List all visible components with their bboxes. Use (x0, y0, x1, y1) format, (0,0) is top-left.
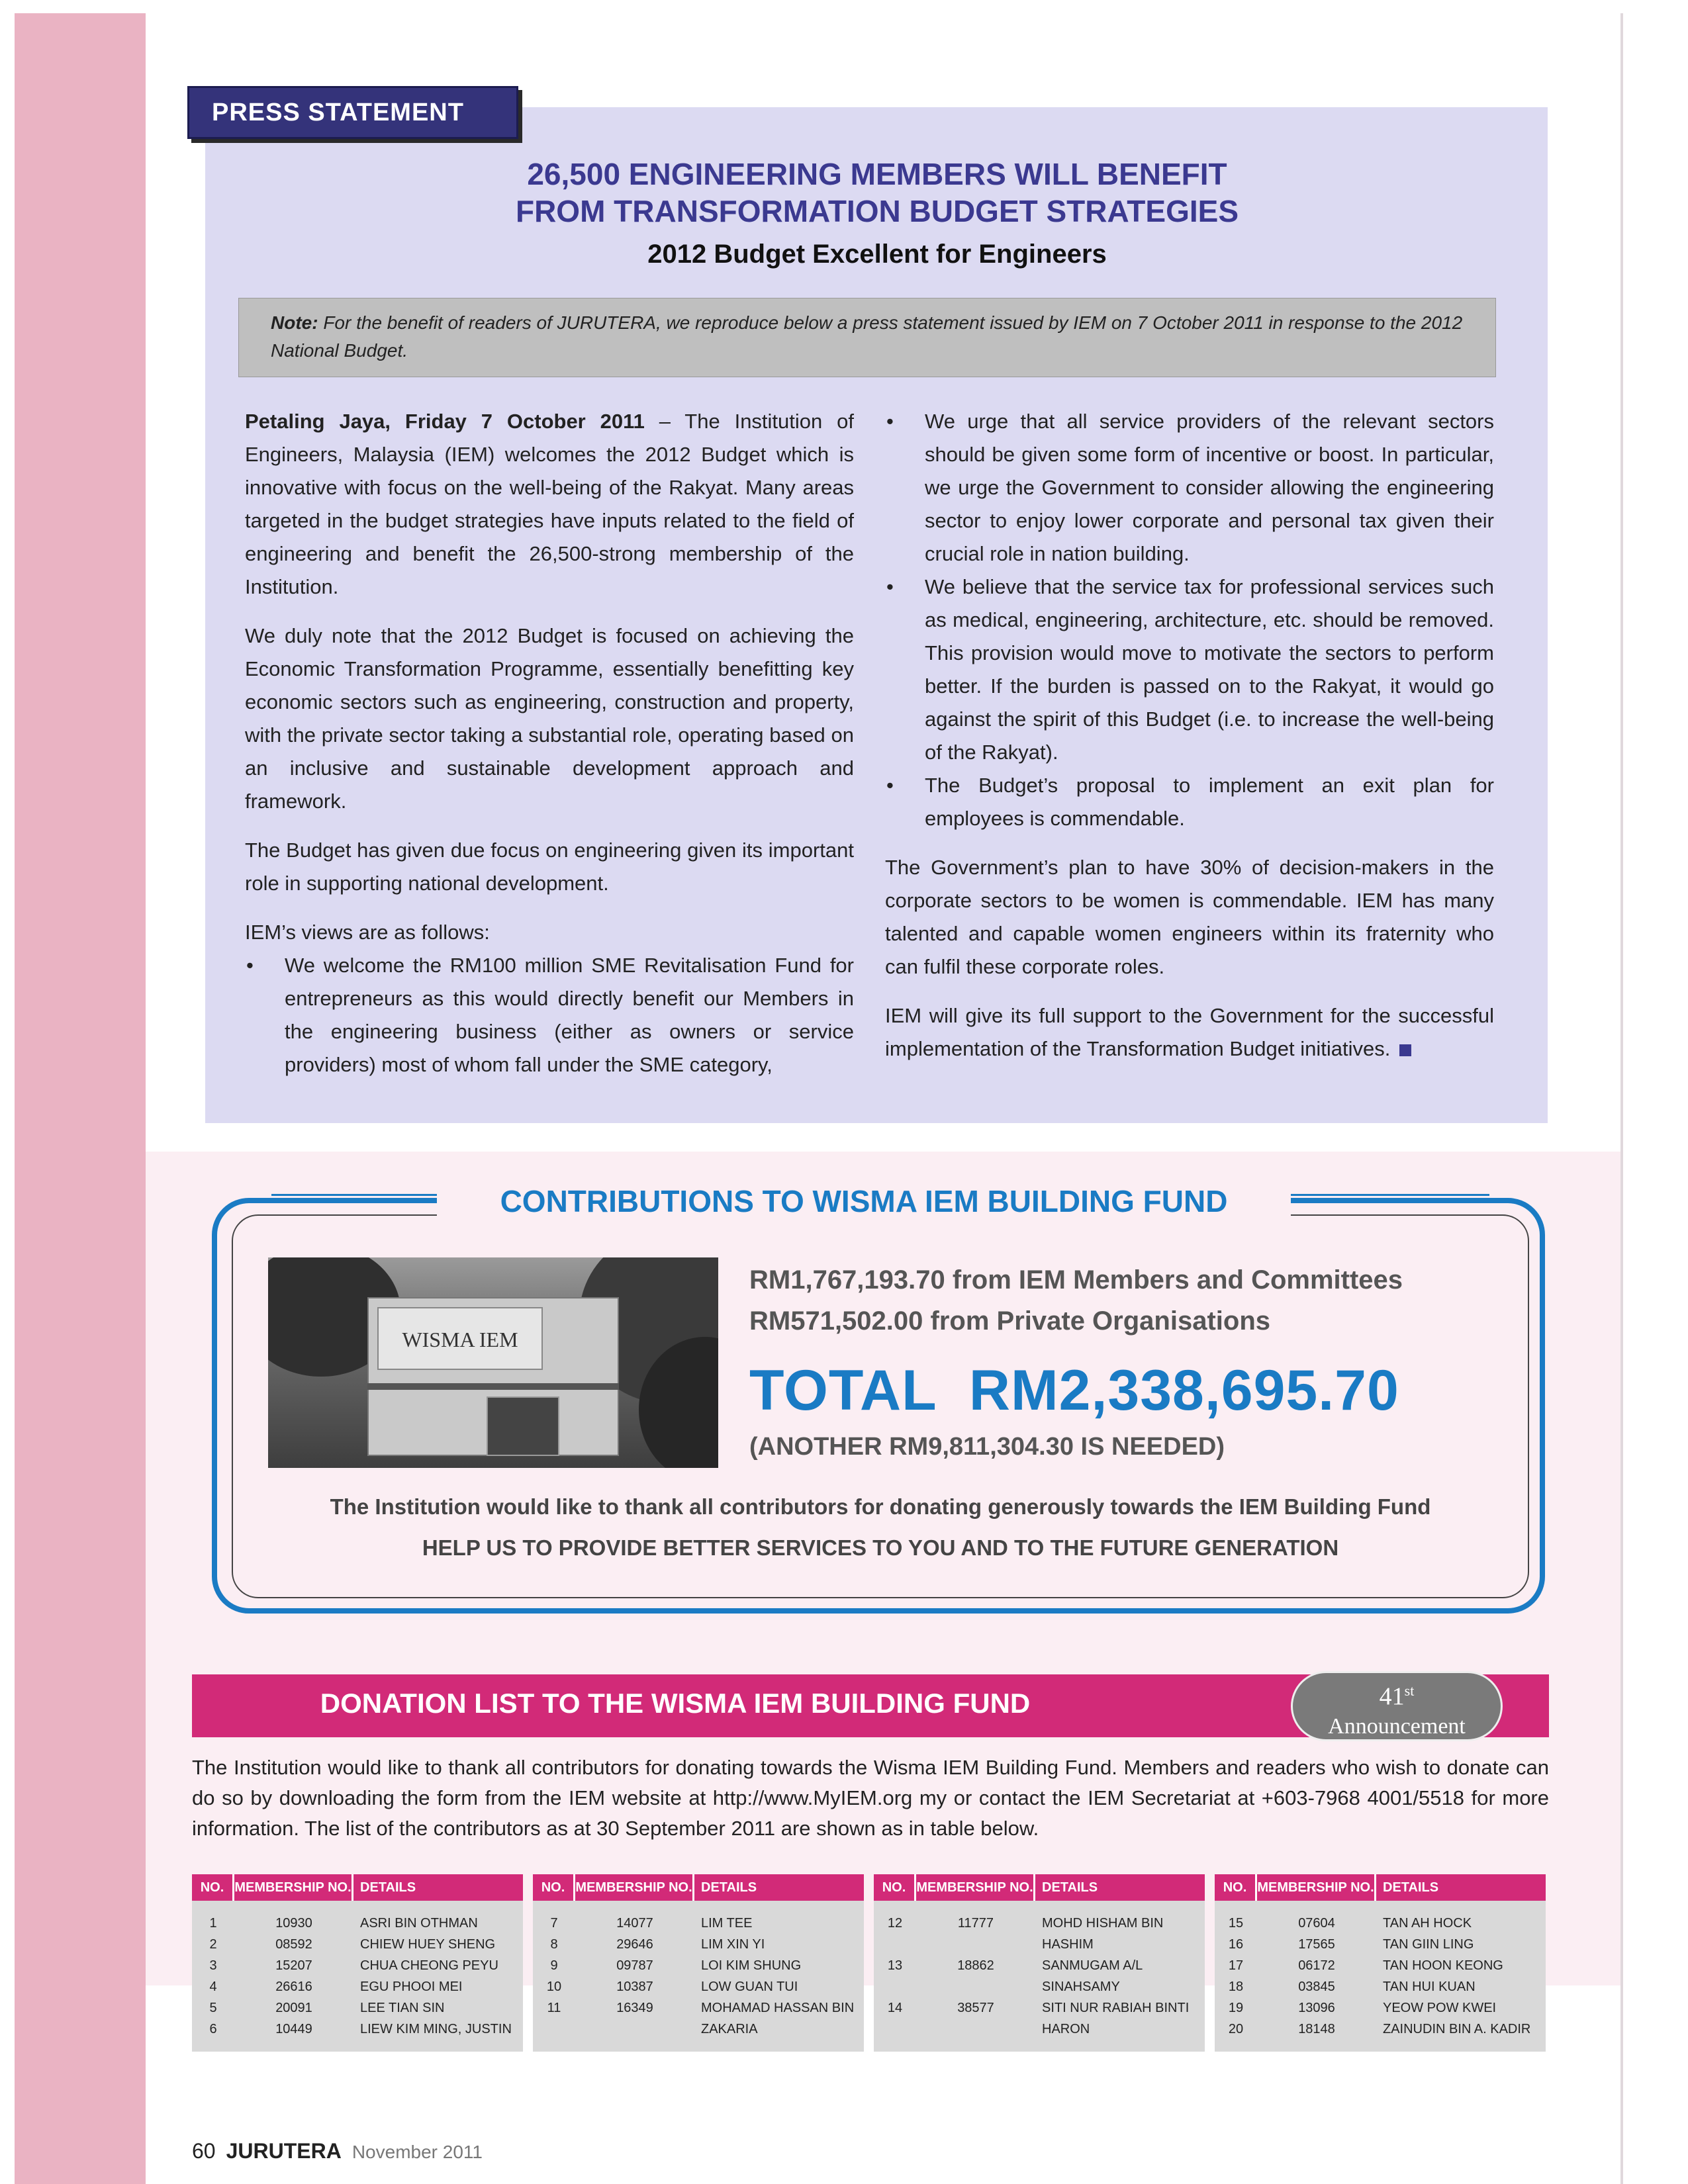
cell-mem: 16349 (616, 2001, 653, 2015)
cell-det: LEE TIAN SIN (360, 2001, 445, 2015)
subheadline: 2012 Budget Excellent for Engineers (647, 240, 1107, 269)
header-det: DETAILS (360, 1880, 416, 1895)
headline-line-1: 26,500 ENGINEERING MEMBERS WILL BENEFIT (527, 157, 1227, 191)
table-row (1215, 1976, 1546, 1997)
cell-no: 13 (887, 1958, 903, 1973)
cell-no: 12 (887, 1916, 903, 1931)
header-no: NO. (874, 1874, 916, 1901)
cell-det: TAN HUI KUAN (1383, 1979, 1476, 1994)
note-label: Note: (271, 312, 318, 333)
cell-no: 11 (547, 2001, 561, 2015)
table-row (533, 1913, 864, 1934)
end-mark-icon (1399, 1044, 1411, 1056)
donation-table-4 (1215, 1874, 1546, 2054)
magazine-name: JURUTERA (226, 2139, 342, 2163)
contributions-title: CONTRIBUTIONS TO WISMA IEM BUILDING FUND (437, 1181, 1291, 1221)
paragraph-1-text: – The Institution of Engineers, Malaysia (IEM) welcomes the 2012 Budget which is innovative with focus on the well-being of the Rakyat. Many areas targeted in the budget strategies have inputs related to the field of engineering and benefit the 26,500-strong membership of the Institution. (245, 410, 854, 598)
note-text: For the benefit of readers of JURUTERA, we reproduce below a press statement issued by IEM on 7 October 2011 in response to the 2012 National Budget. (271, 312, 1463, 361)
bullet-marker: • (886, 410, 894, 433)
contributions-thanks: The Institution would like to thank all contributors for donating generously towards the IEM Building Fund (330, 1494, 1431, 1519)
cell-mem: 06172 (1298, 1958, 1335, 1973)
cell-mem: 07604 (1298, 1916, 1335, 1931)
organisations-contribution: RM571,502.00 from Private Organisations (749, 1306, 1270, 1336)
dateline: Petaling Jaya, Friday 7 October 2011 (245, 410, 645, 433)
page-edge (1620, 13, 1623, 2184)
donation-table-1 (192, 1874, 523, 2054)
cell-mem: 10930 (275, 1916, 312, 1931)
cell-mem: 26616 (275, 1979, 312, 1994)
cell-mem (916, 2019, 1035, 2040)
donation-table-3 (874, 1874, 1205, 2054)
donation-title: DONATION LIST TO THE WISMA IEM BUILDING FUND (320, 1688, 1031, 1719)
cell-det: YEOW POW KWEI (1383, 2001, 1497, 2015)
bullet-1-text: We welcome the RM100 million SME Revitalisation Fund for entrepreneurs as this would directly benefit our Members in the engineering business (either as owners or service providers) most of whom fall under the SME category, (285, 954, 854, 1076)
members-contribution: RM1,767,193.70 from IEM Members and Committees (749, 1265, 1403, 1295)
table-row (1215, 1913, 1546, 1934)
cell-mem: 11777 (957, 1916, 994, 1931)
headline (218, 156, 1536, 230)
cell-det: LIM XIN YI (701, 1937, 765, 1952)
title-rule-left (271, 1194, 437, 1196)
announcement-badge (1291, 1671, 1503, 1741)
table-row (533, 2019, 864, 2040)
cell-no (874, 1934, 916, 1955)
cell-mem: 10449 (275, 2022, 312, 2036)
headline-line-2: FROM TRANSFORMATION BUDGET STRATEGIES (515, 194, 1239, 228)
cell-det: MOHD HISHAM BIN (1042, 1916, 1164, 1931)
bullet-4-text: The Budget’s proposal to implement an exit plan for employees is commendable. (925, 774, 1494, 830)
cell-no: 15 (1228, 1916, 1244, 1931)
cell-mem: 18148 (1298, 2022, 1335, 2036)
cell-det: TAN AH HOCK (1383, 1916, 1472, 1931)
paragraph-6 (885, 999, 1494, 1066)
table-row (874, 2019, 1205, 2040)
contributions-appeal: HELP US TO PROVIDE BETTER SERVICES TO YOU AND TO THE FUTURE GENERATION (422, 1535, 1339, 1560)
title-rule-left-2 (271, 1201, 437, 1203)
header-det: DETAILS (1383, 1880, 1439, 1895)
cell-no: 18 (1228, 1979, 1244, 1994)
table-header (1215, 1874, 1546, 1901)
cell-det: CHIEW HUEY SHENG (360, 1937, 496, 1952)
header-det: DETAILS (1042, 1880, 1098, 1895)
table-header (874, 1874, 1205, 1901)
cell-det: HARON (1042, 2022, 1090, 2036)
article-column-left (245, 405, 854, 1081)
cell-no: 7 (550, 1916, 558, 1931)
paragraph-5: The Government’s plan to have 30% of decision-makers in the corporate sectors to be women is commendable. IEM has many talented and capable women engineers within its fraternity who can fulfil these corporate roles. (885, 856, 1494, 978)
table-row (874, 1913, 1205, 1934)
wisma-iem-building-photo (268, 1257, 718, 1468)
cell-det: TAN HOON KEONG (1383, 1958, 1503, 1973)
left-margin-strip (15, 13, 146, 2184)
table-row (874, 1976, 1205, 1997)
cell-no (533, 2019, 575, 2040)
cell-det: LIEW KIM MING, JUSTIN (360, 2022, 512, 2036)
cell-mem (916, 1976, 1035, 1997)
donation-intro: The Institution would like to thank all contributors for donating towards the Wisma IEM Building Fund. Members and readers who wish to donate can do so by downloading the form from the IEM website at http://www.MyIEM.org my or contact the IEM Secretariat at +603-7968 4001/5518 for more information. The list of the contributors as at 30 September 2011 are shown as in table below. (192, 1756, 1549, 1840)
contribution-total: TOTAL RM2,338,695.70 (749, 1359, 1399, 1422)
amount-needed: (ANOTHER RM9,811,304.30 IS NEEDED) (749, 1433, 1225, 1461)
cell-det: SINAHSAMY (1042, 1979, 1120, 1994)
article-column-right (885, 405, 1494, 1081)
table-row (1215, 1997, 1546, 2019)
table-row (192, 1955, 523, 1976)
cell-det: LIM TEE (701, 1916, 753, 1931)
table-body (874, 1901, 1205, 2052)
cell-no: 10 (546, 1979, 562, 1994)
paragraph-2: We duly note that the 2012 Budget is focused on achieving the Economic Transformation Programme, essentially benefitting key economic sectors such as engineering, construction and property, with the private sector taking a substantial role, operating based on an inclusive and sustainable development approach and framework. (245, 624, 854, 813)
table-row (533, 1997, 864, 2019)
table-header (192, 1874, 523, 1901)
cell-det: EGU PHOOI MEI (360, 1979, 463, 1994)
cell-mem: 08592 (275, 1937, 312, 1952)
header-no: NO. (533, 1874, 575, 1901)
badge-number (1293, 1673, 1501, 1712)
cell-no: 14 (887, 2001, 903, 2015)
table-row (192, 1997, 523, 2019)
cell-no (874, 1976, 916, 1997)
header-mem: MEMBERSHIP NO. (234, 1874, 353, 1901)
badge-num: 41 (1379, 1682, 1405, 1711)
table-row (192, 1976, 523, 1997)
paragraph-1 (245, 405, 854, 604)
cell-mem (575, 2019, 694, 2040)
cell-det: SITI NUR RABIAH BINTI (1042, 2001, 1190, 2015)
cell-mem: 17565 (1298, 1937, 1335, 1952)
cell-det: SANMUGAM A/L (1042, 1958, 1143, 1973)
paragraph-3: The Budget has given due focus on engineering given its important role in supporting national development. (245, 839, 854, 895)
table-row (533, 1934, 864, 1955)
press-statement-tab (187, 86, 518, 139)
cell-no: 1 (209, 1916, 217, 1931)
table-row (874, 1997, 1205, 2019)
paragraph-6-text: IEM will give its full support to the Government for the successful implementation of the Transformation Budget initiatives. (885, 1004, 1494, 1060)
cell-mem: 10387 (616, 1979, 653, 1994)
table-row (1215, 1934, 1546, 1955)
table-row (874, 1934, 1205, 1955)
cell-no: 8 (550, 1937, 558, 1952)
cell-mem: 38577 (957, 2001, 994, 2015)
cell-det: LOW GUAN TUI (701, 1979, 798, 1994)
bullet-marker: • (886, 774, 894, 797)
cell-det: ZAINUDIN BIN A. KADIR (1383, 2022, 1531, 2036)
header-no: NO. (192, 1874, 234, 1901)
bullet-item-1 (245, 949, 854, 1081)
cell-no: 9 (550, 1958, 558, 1973)
cell-mem: 03845 (1298, 1979, 1335, 1994)
table-row (192, 1934, 523, 1955)
bullet-item-3 (885, 570, 1494, 769)
title-rule-right-2 (1291, 1201, 1489, 1203)
cell-mem: 18862 (957, 1958, 994, 1973)
cell-no: 17 (1228, 1958, 1244, 1973)
table-row (192, 2019, 523, 2040)
cell-no: 6 (209, 2022, 217, 2036)
cell-mem: 09787 (616, 1958, 653, 1973)
cell-no: 19 (1228, 2001, 1244, 2015)
bullet-marker: • (886, 575, 894, 598)
bullet-item-2 (885, 405, 1494, 570)
donation-table-2 (533, 1874, 864, 2054)
cell-mem: 29646 (616, 1937, 653, 1952)
photo-entrance (487, 1396, 559, 1456)
bullet-marker: • (246, 954, 254, 977)
title-rule-right (1291, 1194, 1489, 1196)
header-mem: MEMBERSHIP NO. (1257, 1874, 1376, 1901)
cell-no (874, 2019, 916, 2040)
header-no: NO. (1215, 1874, 1257, 1901)
cell-det: CHUA CHEONG PEYU (360, 1958, 498, 1973)
badge-ordinal: st (1404, 1682, 1415, 1699)
cell-no: 5 (209, 2001, 217, 2015)
bullet-2-text: We urge that all service providers of the relevant sectors should be given some form of incentive or boost. In particular, we urge the Government to consider allowing the engineering sector to enjoy lower corporate and personal tax given their crucial role in nation building. (925, 410, 1494, 565)
photo-building-stripe (367, 1383, 619, 1390)
table-header (533, 1874, 864, 1901)
cell-det: MOHAMAD HASSAN BIN (701, 2001, 855, 2015)
cell-mem: 20091 (275, 2001, 312, 2015)
table-row (1215, 2019, 1546, 2040)
table-body (192, 1901, 523, 2052)
table-row (533, 1955, 864, 1976)
table-body (1215, 1901, 1546, 2052)
cell-det: LOI KIM SHUNG (701, 1958, 802, 1973)
table-row (874, 1955, 1205, 1976)
cell-det: ZAKARIA (701, 2022, 758, 2036)
cell-no: 20 (1228, 2022, 1244, 2036)
cell-det: HASHIM (1042, 1937, 1094, 1952)
page-footer (192, 2139, 483, 2163)
cell-no: 3 (209, 1958, 217, 1973)
header-mem: MEMBERSHIP NO. (916, 1874, 1035, 1901)
header-det: DETAILS (701, 1880, 757, 1895)
cell-mem (916, 1934, 1035, 1955)
table-row (192, 1913, 523, 1934)
cell-det: ASRI BIN OTHMAN (360, 1916, 478, 1931)
cell-no: 16 (1228, 1937, 1244, 1952)
photo-sign: WISMA IEM (377, 1307, 543, 1370)
cell-det: TAN GIIN LING (1383, 1937, 1474, 1952)
table-body (533, 1901, 864, 2052)
issue-date: November 2011 (352, 2142, 483, 2162)
cell-no: 2 (209, 1937, 217, 1952)
header-mem: MEMBERSHIP NO. (575, 1874, 694, 1901)
editor-note (238, 298, 1496, 377)
cell-mem: 14077 (616, 1916, 653, 1931)
table-row (533, 1976, 864, 1997)
paragraph-4: IEM’s views are as follows: (245, 921, 490, 944)
bullet-3-text: We believe that the service tax for professional services such as medical, engineering, architecture, etc. should be removed. This provision would move to motivate the sectors to perform better. If the burden is passed on to the Rakyat, it would go against the spirit of this Budget (i.e. to increase the well-being of the Rakyat). (925, 575, 1494, 764)
cell-no: 4 (209, 1979, 217, 1994)
badge-word: Announcement (1328, 1713, 1466, 1739)
table-row (1215, 1955, 1546, 1976)
bullet-item-4 (885, 769, 1494, 835)
cell-mem: 15207 (275, 1958, 312, 1973)
press-tab-label: PRESS STATEMENT (212, 99, 464, 126)
page-number: 60 (192, 2139, 216, 2163)
cell-mem: 13096 (1298, 2001, 1335, 2015)
